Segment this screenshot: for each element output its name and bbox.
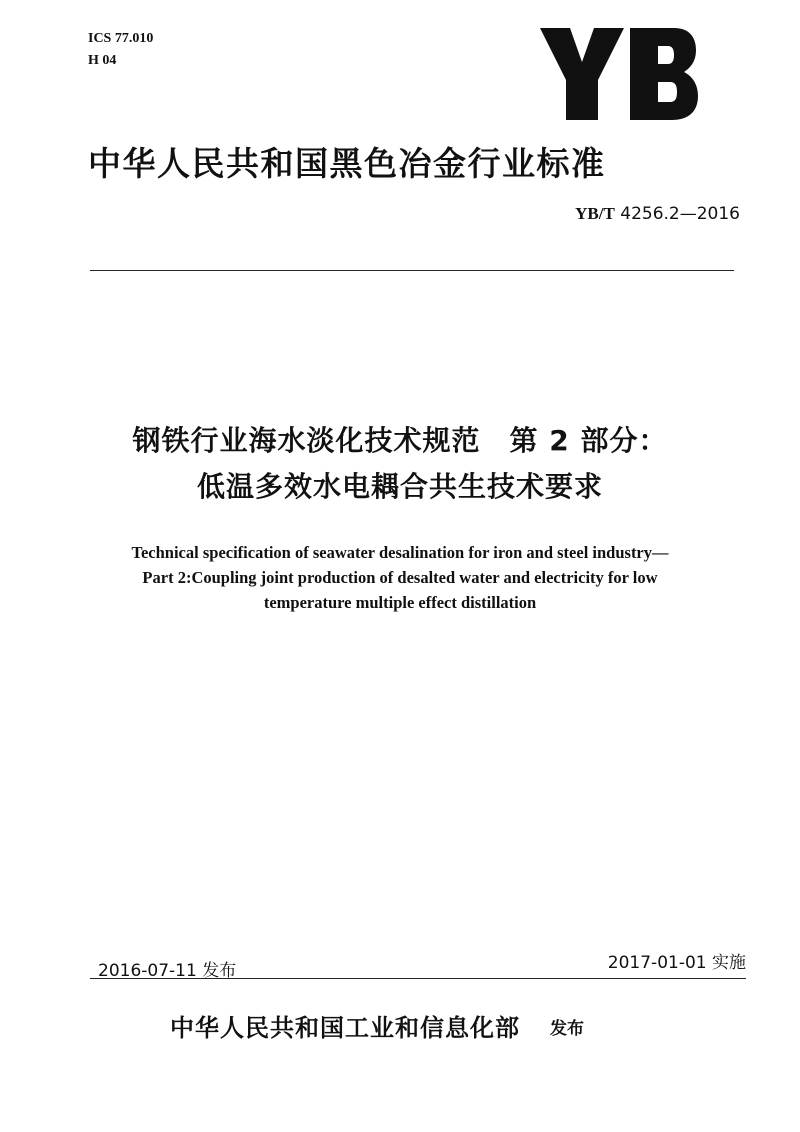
standard-category-title: 中华人民共和国黑色冶金行业标准 [88,144,606,183]
footer-divider [90,978,746,979]
classification-codes [88,28,153,72]
issue-date: 2016-07-11 发布 [98,961,237,981]
yb-logo [540,28,698,120]
title-cn-line-1: 钢铁行业海水淡化技术规范 第 2 部分： [132,424,668,457]
implementation-date: 2017-01-01 实施 [607,953,746,973]
title-en-line-2: Part 2:Coupling joint production of desalted water and electricity for low [142,568,658,587]
standard-code-number: 4256.2—2016 [620,204,740,224]
document-title-chinese [60,418,740,510]
title-en-line-3: temperature multiple effect distillation [263,593,537,612]
yb-logo-mark [540,28,698,120]
standard-code-prefix: YB/T [575,204,615,223]
ics-code: ICS 77.010 [88,31,154,46]
title-cn-line-2: 低温多效水电耦合共生技术要求 [196,470,603,503]
issuer-organization: 中华人民共和国工业和信息化部 [170,1013,520,1042]
standard-code [500,204,740,224]
issuing-authority [170,1008,750,1043]
document-title-english [60,540,740,615]
issuer-action: 发布 [550,1019,584,1039]
title-en-line-1: Technical specification of seawater desalination for iron and steel industry— [131,543,669,562]
ccs-code: H 04 [88,53,117,68]
header-divider [90,270,734,271]
